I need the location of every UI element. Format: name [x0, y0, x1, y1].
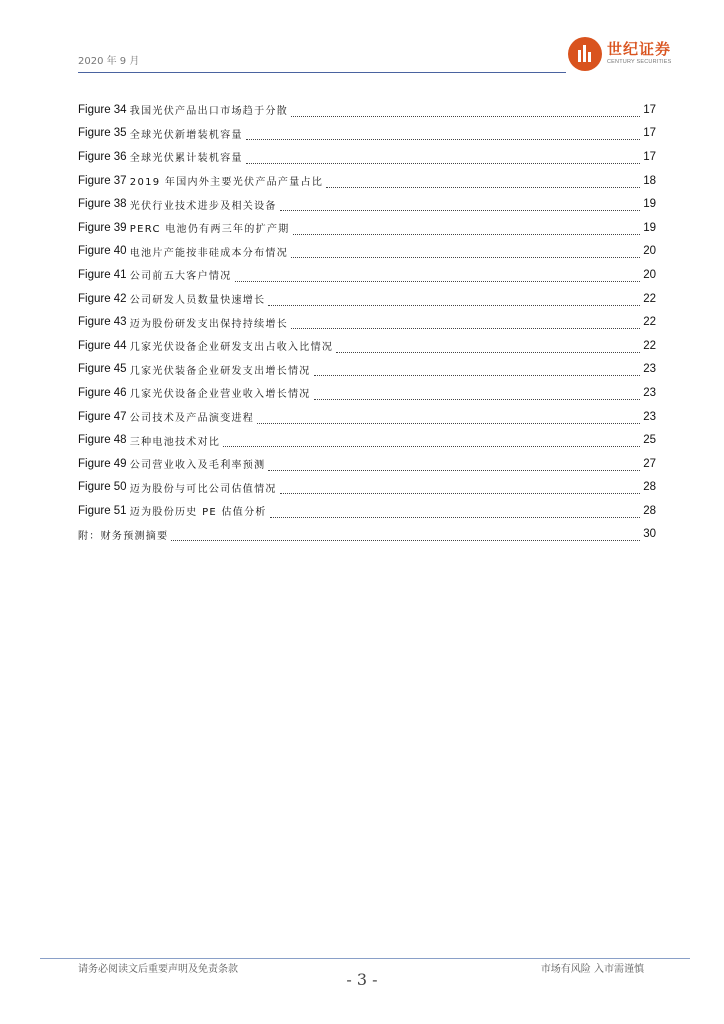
- toc-entry-page: 22: [643, 292, 656, 305]
- toc-entry-label: Figure 37: [78, 174, 127, 187]
- toc-leader-dots: [235, 272, 641, 282]
- toc-entry-title: 全球光伏新增装机容量: [129, 129, 243, 141]
- toc-entry-title: PERC 电池仍有两三年的扩产期: [129, 224, 290, 236]
- toc-entry-label: Figure 42: [78, 292, 127, 305]
- toc-entry[interactable]: [78, 216, 656, 240]
- toc-entry-label: Figure 39: [78, 221, 127, 234]
- header-divider: [78, 72, 566, 73]
- toc-entry[interactable]: [78, 122, 656, 146]
- toc-leader-dots: [268, 296, 640, 306]
- toc-entry[interactable]: [78, 310, 656, 334]
- toc-entry-label: Figure 35: [78, 127, 127, 140]
- page-number: - 3 -: [346, 970, 378, 989]
- toc-entry[interactable]: [78, 98, 656, 122]
- toc-entry-title: 电池片产能按非硅成本分布情况: [129, 247, 288, 259]
- toc-entry-page: 30: [643, 528, 656, 541]
- toc-entry-label: Figure 49: [78, 457, 127, 470]
- toc-entry-page: 17: [643, 150, 656, 163]
- toc-entry[interactable]: [78, 358, 656, 382]
- toc-entry[interactable]: [78, 476, 656, 500]
- toc-entry-label: Figure 46: [78, 386, 127, 399]
- toc-entry[interactable]: [78, 192, 656, 216]
- toc-leader-dots: [336, 343, 640, 353]
- toc-entry[interactable]: [78, 263, 656, 287]
- report-date: 2020 年 9 月: [78, 56, 140, 67]
- toc-entry-page: 25: [643, 434, 656, 447]
- toc-leader-dots: [314, 390, 641, 400]
- toc-entry-title: 光伏行业技术进步及相关设备: [129, 200, 277, 212]
- toc-leader-dots: [171, 531, 640, 541]
- toc-entry[interactable]: [78, 405, 656, 429]
- toc-entry-page: 19: [643, 221, 656, 234]
- toc-leader-dots: [291, 107, 640, 117]
- toc-entry-label: Figure 50: [78, 481, 127, 494]
- toc-entry-page: 18: [643, 174, 656, 187]
- toc-entry-label: Figure 45: [78, 363, 127, 376]
- toc-entry-page: 17: [643, 127, 656, 140]
- toc-entry-label: Figure 36: [78, 150, 127, 163]
- footer-disclaimer: 请务必阅读文后重要声明及免责条款: [78, 964, 238, 975]
- toc-entry-label: Figure 48: [78, 434, 127, 447]
- toc-entry-title: 全球光伏累计装机容量: [129, 153, 243, 165]
- toc-entry[interactable]: [78, 334, 656, 358]
- company-logo: [568, 36, 688, 72]
- toc-leader-dots: [270, 508, 641, 518]
- toc-entry-title: 几家光伏设备企业营业收入增长情况: [129, 389, 311, 401]
- toc-entry-label: Figure 43: [78, 316, 127, 329]
- toc-entry[interactable]: [78, 169, 656, 193]
- toc-entry-page: 20: [643, 245, 656, 258]
- toc-leader-dots: [291, 319, 640, 329]
- toc-entry[interactable]: [78, 428, 656, 452]
- toc-entry-page: 17: [643, 103, 656, 116]
- toc-entry[interactable]: [78, 287, 656, 311]
- toc-entry[interactable]: [78, 240, 656, 264]
- toc-leader-dots: [326, 178, 640, 188]
- toc-entry-title: 公司前五大客户情况: [129, 271, 232, 283]
- toc-entry-title: 公司营业收入及毛利率预测: [129, 460, 266, 472]
- toc-entry-title: 几家光伏设备企业研发支出占收入比情况: [129, 342, 334, 354]
- toc-entry-page: 23: [643, 386, 656, 399]
- toc-entry-title: 附：财务预测摘要: [78, 530, 169, 542]
- toc-entry-page: 28: [643, 504, 656, 517]
- toc-leader-dots: [291, 248, 640, 258]
- toc-entry-page: 28: [643, 481, 656, 494]
- toc-entry-page: 23: [643, 363, 656, 376]
- toc-leader-dots: [246, 130, 640, 140]
- toc-entry-page: 22: [643, 316, 656, 329]
- toc-entry-title: 迈为股份历史 PE 估值分析: [129, 507, 267, 519]
- footer-risk-warning: 市场有风险 入市需谨慎: [540, 964, 644, 975]
- toc-entry-label: Figure 34: [78, 103, 127, 116]
- toc-entry[interactable]: [78, 381, 656, 405]
- toc-entry-title: 我国光伏产品出口市场趋于分散: [129, 106, 288, 118]
- toc-leader-dots: [268, 461, 640, 471]
- toc-entry-label: Figure 44: [78, 339, 127, 352]
- toc-entry-title: 几家光伏装备企业研发支出增长情况: [129, 365, 311, 377]
- toc-entry[interactable]: [78, 499, 656, 523]
- toc-entry-title: 公司技术及产品演变进程: [129, 413, 255, 425]
- toc-entry-label: Figure 38: [78, 198, 127, 211]
- toc-entry-label: Figure 47: [78, 410, 127, 423]
- toc-entry-label: Figure 41: [78, 268, 127, 281]
- toc-entry-title: 公司研发人员数量快速增长: [129, 295, 266, 307]
- toc-entry-title: 迈为股份与可比公司估值情况: [129, 483, 277, 495]
- toc-entry[interactable]: [78, 452, 656, 476]
- logo-chinese-name: 世纪证券: [607, 40, 672, 59]
- toc-entry-title: 三种电池技术对比: [129, 436, 221, 448]
- toc-entry-page: 20: [643, 268, 656, 281]
- toc-leader-dots: [293, 225, 641, 235]
- toc-entry-page: 22: [643, 339, 656, 352]
- toc-leader-dots: [314, 366, 641, 376]
- toc-entry-page: 27: [643, 457, 656, 470]
- toc-entry-title: 迈为股份研发支出保持持续增长: [129, 318, 288, 330]
- toc-leader-dots: [246, 154, 640, 164]
- toc-entry-label: Figure 51: [78, 504, 127, 517]
- toc-entry-page: 23: [643, 410, 656, 423]
- toc-entry-page: 19: [643, 198, 656, 211]
- logo-mark-icon: [568, 37, 602, 71]
- toc-leader-dots: [257, 414, 640, 424]
- toc-entry[interactable]: [78, 145, 656, 169]
- toc-entry[interactable]: [78, 523, 656, 547]
- toc-leader-dots: [280, 484, 641, 494]
- toc-entry-title: 2019 年国内外主要光伏产品产量占比: [129, 177, 324, 189]
- toc-leader-dots: [223, 437, 640, 447]
- table-of-figures: [78, 98, 656, 546]
- footer-divider: [40, 958, 690, 959]
- toc-leader-dots: [280, 201, 641, 211]
- logo-english-name: CENTURY SECURITIES: [607, 59, 672, 66]
- toc-entry-label: Figure 40: [78, 245, 127, 258]
